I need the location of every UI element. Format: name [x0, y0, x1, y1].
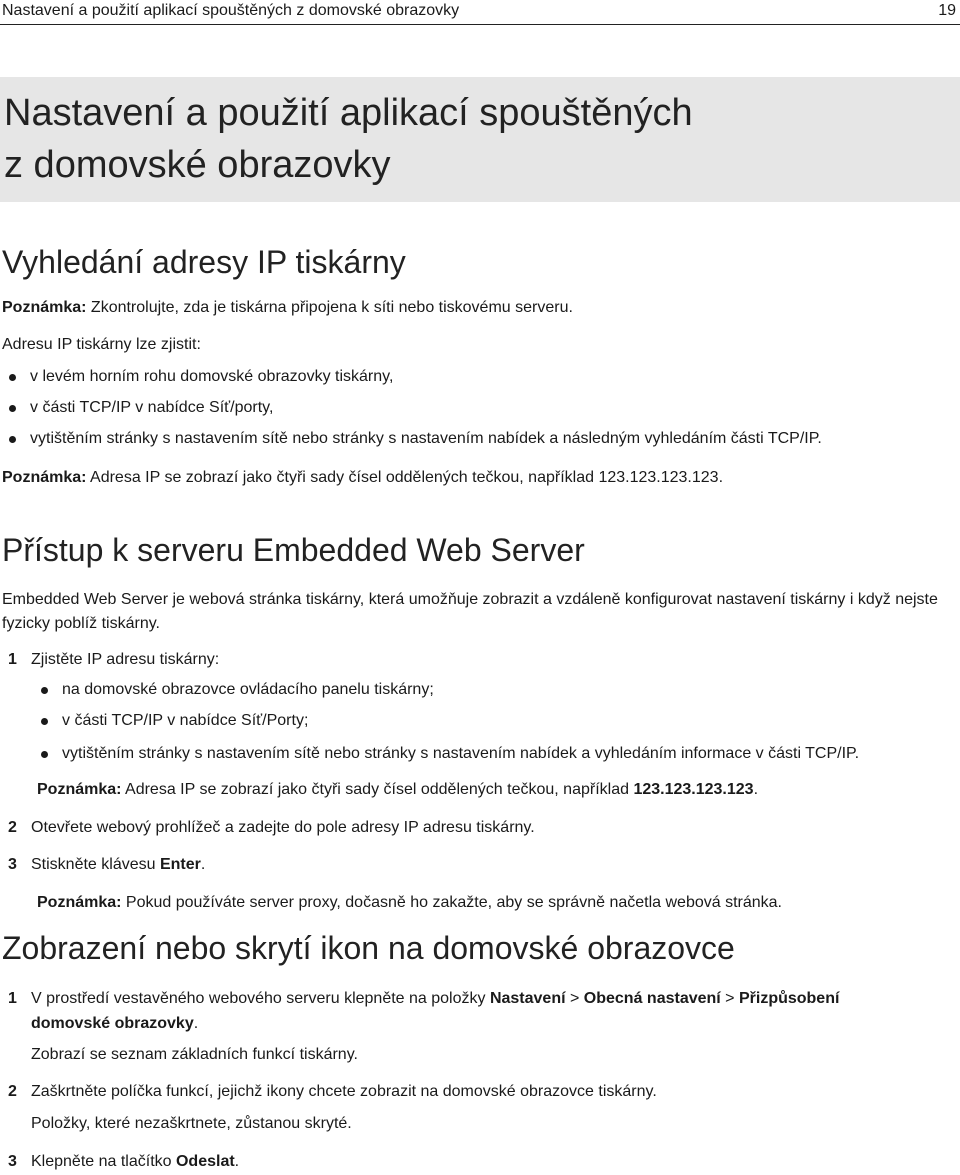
note-text: Zkontrolujte, zda je tiskárna připojena k síti nebo tiskovému serveru. [86, 299, 573, 316]
step-text [31, 855, 205, 875]
bullet-icon [41, 751, 48, 758]
step-text-end: . [193, 1015, 199, 1032]
step-number: 3 [8, 1153, 17, 1170]
bullet-icon [9, 374, 16, 381]
menu-path-general: Obecná nastavení [583, 990, 721, 1007]
step-text: Otevřete webový prohlížeč a zadejte do pole adresy IP adresu tiskárny. [31, 819, 535, 836]
section-title-icons: Zobrazení nebo skrytí ikon na domovské obrazovce [2, 930, 735, 966]
step-number: 2 [8, 819, 17, 836]
intro-text: Adresu IP tiskárny lze zjistit: [2, 336, 201, 353]
key-name: Enter [159, 856, 201, 873]
path-separator: > [565, 990, 584, 1007]
note-label: Poznámka: [37, 781, 122, 798]
note-ip-example: 123.123.123.123 [633, 781, 754, 798]
step-text: Zaškrtněte políčka funkcí, jejichž ikony chcete zobrazit na domovské obrazovce tiskárny. [31, 1083, 657, 1100]
bullet-icon [41, 718, 48, 725]
bullet-icon [9, 405, 16, 412]
menu-path-settings: Nastavení [489, 990, 566, 1007]
bullet-icon [41, 687, 48, 694]
step-text [31, 1152, 239, 1172]
section-title-ews: Přístup k serveru Embedded Web Server [2, 532, 585, 568]
note-ip-format [2, 468, 723, 488]
note-end: . [753, 781, 759, 798]
step-text-end: . [234, 1153, 240, 1170]
list-item: v části TCP/IP v nabídce Síť/Porty; [62, 712, 309, 729]
note-ip-format-step [37, 780, 758, 800]
button-name: Odeslat [175, 1153, 235, 1170]
note-proxy [37, 893, 782, 913]
running-header [0, 0, 960, 25]
note-text: Adresa IP se zobrazí jako čtyři sady čísel oddělených tečkou, například 123.123.123.123. [86, 469, 724, 486]
menu-path-customize: Přizpůsobení [738, 990, 840, 1007]
step-number: 1 [8, 990, 17, 1007]
note-label: Poznámka: [2, 469, 87, 486]
path-separator: > [720, 990, 739, 1007]
menu-path-customize-cont: domovské obrazovky [31, 1015, 194, 1032]
step-text-part: Stiskněte klávesu [31, 856, 160, 873]
list-item: na domovské obrazovce ovládacího panelu tiskárny; [62, 681, 434, 698]
step-text-cont [31, 1014, 198, 1034]
note-connection [2, 298, 573, 318]
note-label: Poznámka: [2, 299, 87, 316]
step-text [31, 989, 839, 1009]
chapter-title [4, 87, 693, 191]
step-text-end: . [200, 856, 206, 873]
note-text: Adresa IP se zobrazí jako čtyři sady čísel oddělených tečkou, například [121, 781, 634, 798]
chapter-title-band [0, 77, 960, 202]
step-number: 2 [8, 1083, 17, 1100]
step-result: Položky, které nezaškrtnete, zůstanou skryté. [31, 1115, 352, 1132]
step-result: Zobrazí se seznam základních funkcí tiskárny. [31, 1046, 358, 1063]
page-number: 19 [938, 2, 956, 19]
note-text: Pokud používáte server proxy, dočasně ho zakažte, aby se správně načetla webová stránka. [121, 894, 782, 911]
step-text-part: V prostředí vestavěného webového serveru klepněte na položky [31, 990, 490, 1007]
chapter-title-line-2: z domovské obrazovky [4, 144, 391, 186]
bullet-icon [9, 436, 16, 443]
section-title-find-ip: Vyhledání adresy IP tiskárny [2, 244, 406, 280]
list-item: vytištěním stránky s nastavením sítě nebo stránky s nastavením nabídek a vyhledáním informace v části TCP/IP. [62, 745, 860, 762]
running-header-title: Nastavení a použití aplikací spouštěných z domovské obrazovky [2, 2, 460, 19]
chapter-title-line-1: Nastavení a použití aplikací spouštěných [4, 92, 693, 134]
step-number: 1 [8, 651, 17, 668]
note-label: Poznámka: [37, 894, 122, 911]
ews-intro: Embedded Web Server je webová stránka tiskárny, která umožňuje zobrazit a vzdáleně konfigurovat nastavení tiskárny i když nejste fyzicky poblíž tiskárny. [2, 591, 938, 632]
list-item: v části TCP/IP v nabídce Síť/porty, [30, 399, 274, 416]
step-text-part: Klepněte na tlačítko [31, 1153, 176, 1170]
list-item: v levém horním rohu domovské obrazovky tiskárny, [30, 368, 394, 385]
list-item: vytištěním stránky s nastavením sítě nebo stránky s nastavením nabídek a následným vyhledáním části TCP/IP. [30, 430, 822, 447]
step-number: 3 [8, 856, 17, 873]
step-text: Zjistěte IP adresu tiskárny: [31, 651, 220, 668]
